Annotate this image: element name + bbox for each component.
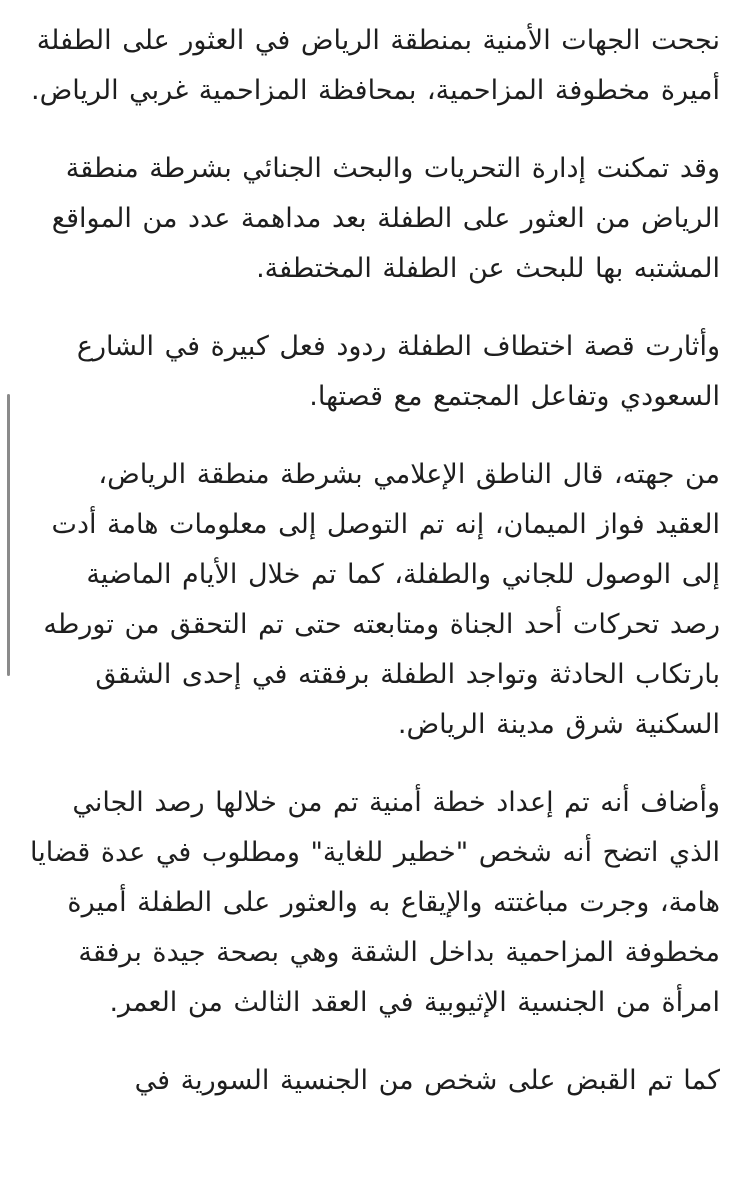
paragraph-security-plan: وأضاف أنه تم إعداد خطة أمنية تم من خلالها رصد الجاني الذي اتضح أنه شخص "خطير للغاية" ومطلوب في عدة قضايا هامة، وجرت مباغتته والإيقاع به والعثور على الطفلة أميرة مخطوفة المزاحمية بداخل الشقة وهي بصحة جيدة برفقة امرأة من الجنسية الإثيوبية في العقد الثالث من العمر. [30, 787, 720, 1018]
paragraph-arrest: كما تم القبض على شخص من الجنسية السورية في [134, 1065, 720, 1096]
paragraph-public-reaction: وأثارت قصة اختطاف الطفلة ردود فعل كبيرة في الشارع السعودي وتفاعل المجتمع مع قصتها. [76, 331, 720, 412]
paragraph-investigation: وقد تمكنت إدارة التحريات والبحث الجنائي بشرطة منطقة الرياض من العثور على الطفلة بعد مداهمة عدد من المواقع المشتبه بها للبحث عن الطفلة المختطفة. [51, 153, 720, 284]
paragraph-spokesman-statement: من جهته، قال الناطق الإعلامي بشرطة منطقة الرياض، العقيد فواز الميمان، إنه تم التوصل إلى معلومات هامة أدت إلى الوصول للجاني والطفلة، كما تم خلال الأيام الماضية رصد تحركات أحد الجناة ومتابعته حتى تم التحقق من تورطه بارتكاب الحادثة وتواجد الطفلة برفقته في إحدى الشقق السكنية شرق مدينة الرياض. [43, 459, 720, 740]
paragraph-found-child: نجحت الجهات الأمنية بمنطقة الرياض في العثور على الطفلة أميرة مخطوفة المزاحمية، بمحافظة المزاحمية غربي الرياض. [31, 25, 720, 106]
scroll-indicator[interactable] [7, 394, 10, 676]
